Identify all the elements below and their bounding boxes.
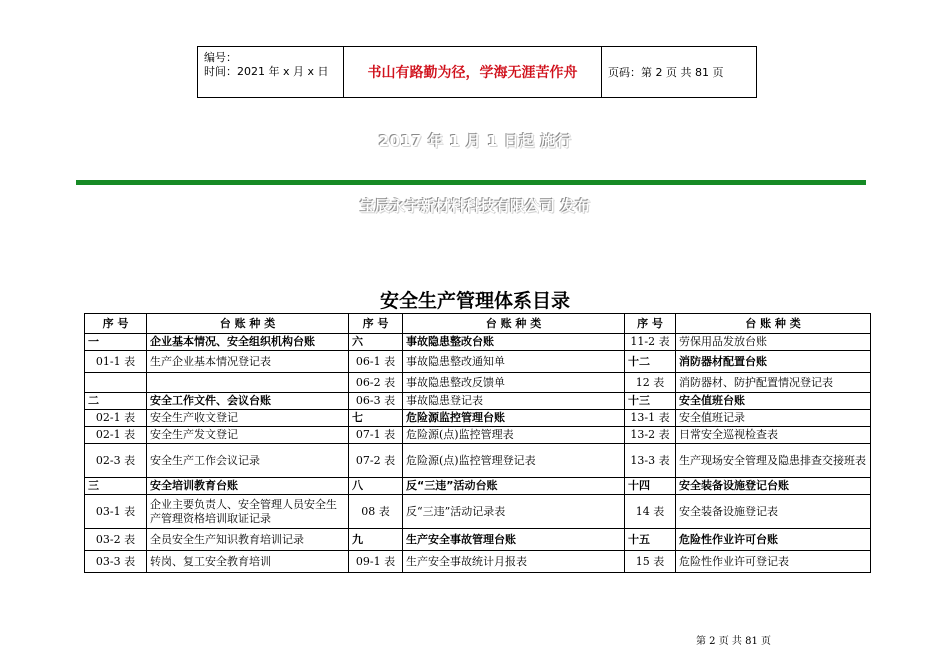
page-info: 页码：第 2 页 共 81 页 [608, 66, 724, 79]
table-cell-number: 八 [349, 478, 403, 495]
number-label: 编号： [204, 51, 237, 64]
table-cell-category: 安全工作文件、会议台账 [147, 393, 349, 410]
table-row [85, 495, 871, 529]
table-cell-category: 反“三违”活动台账 [403, 478, 625, 495]
header-cell: 序 号 [625, 314, 676, 334]
table-cell-category: 生产现场安全管理及隐患排查交接班表 [676, 444, 871, 478]
table-row [85, 478, 871, 495]
table-header-row [85, 314, 871, 334]
page-header-box [197, 46, 757, 98]
green-divider [76, 180, 866, 185]
table-cell-number: 07-2 表 [349, 444, 403, 478]
table-cell-category: 危险源(点)监控管理表 [403, 427, 625, 444]
table-cell-category: 企业基本情况、安全组织机构台账 [147, 334, 349, 351]
table-cell-number: 11-2 表 [625, 334, 676, 351]
table-cell-number: 13-2 表 [625, 427, 676, 444]
table-cell-category: 安全培训教育台账 [147, 478, 349, 495]
table-cell-category: 企业主要负责人、安全管理人员安全生产管理资格培训取证记录 [147, 495, 349, 529]
header-cell: 台 账 种 类 [676, 314, 871, 334]
table-cell-category: 安全生产工作会议记录 [147, 444, 349, 478]
table-cell-number: 三 [85, 478, 147, 495]
table-cell-number: 六 [349, 334, 403, 351]
document-title: 安全生产管理体系目录 [379, 290, 570, 312]
table-cell-category: 安全值班记录 [676, 410, 871, 427]
table-cell-number: 12 表 [625, 373, 676, 393]
table-cell-category: 安全生产发文登记 [147, 427, 349, 444]
table-cell-number: 07-1 表 [349, 427, 403, 444]
table-cell-number: 06-1 表 [349, 351, 403, 373]
table-cell-number: 09-1 表 [349, 551, 403, 573]
time-label: 时间：2021 年 x 月 x 日 [204, 65, 329, 78]
table-cell-number: 03-3 表 [85, 551, 147, 573]
table-cell-number: 十二 [625, 351, 676, 373]
table-cell-category: 生产安全事故管理台账 [403, 529, 625, 551]
table-cell-number: 九 [349, 529, 403, 551]
table-cell-category: 劳保用品发放台账 [676, 334, 871, 351]
table-row [85, 393, 871, 410]
catalog-body [85, 334, 871, 573]
table-cell-number: 15 表 [625, 551, 676, 573]
table-cell-category: 事故隐患登记表 [403, 393, 625, 410]
table-row [85, 373, 871, 393]
table-row [85, 410, 871, 427]
table-cell-number: 06-3 表 [349, 393, 403, 410]
table-cell-number: 14 表 [625, 495, 676, 529]
header-cell: 序 号 [85, 314, 147, 334]
table-cell-category: 安全装备设施登记台账 [676, 478, 871, 495]
table-row [85, 427, 871, 444]
table-cell-category: 反“三违”活动记录表 [403, 495, 625, 529]
table-cell-number: 十四 [625, 478, 676, 495]
table-cell-number: 06-2 表 [349, 373, 403, 393]
table-cell-number: 03-2 表 [85, 529, 147, 551]
table-row [85, 444, 871, 478]
table-cell-category: 安全值班台账 [676, 393, 871, 410]
table-cell-number: 十五 [625, 529, 676, 551]
table-cell-category: 消防器材配置台账 [676, 351, 871, 373]
table-cell-category: 危险源监控管理台账 [403, 410, 625, 427]
header-cell: 序 号 [349, 314, 403, 334]
table-cell-category: 转岗、复工安全教育培训 [147, 551, 349, 573]
table-cell-category: 安全生产收文登记 [147, 410, 349, 427]
table-cell-category: 生产企业基本情况登记表 [147, 351, 349, 373]
table-row [85, 334, 871, 351]
header-meta [198, 47, 344, 97]
effective-date: 2017 年 1 月 1 日起 施行 [378, 132, 572, 150]
catalog-table [84, 313, 871, 573]
publisher-line: 宝辰永宇新材料科技有限公司 发布 [359, 197, 591, 215]
table-cell-number: 02-1 表 [85, 427, 147, 444]
table-cell-category: 事故隐患整改反馈单 [403, 373, 625, 393]
table-cell-number: 02-3 表 [85, 444, 147, 478]
table-cell-category: 危险性作业许可台账 [676, 529, 871, 551]
table-cell-number [85, 373, 147, 393]
page-footer: 第 2 页 共 81 页 [696, 636, 771, 647]
table-cell-category: 危险性作业许可登记表 [676, 551, 871, 573]
table-row [85, 351, 871, 373]
table-row [85, 551, 871, 573]
table-cell-category: 安全装备设施登记表 [676, 495, 871, 529]
table-cell-category: 全员安全生产知识教育培训记录 [147, 529, 349, 551]
table-cell-number: 13-1 表 [625, 410, 676, 427]
table-cell-number: 十三 [625, 393, 676, 410]
table-cell-category: 消防器材、防护配置情况登记表 [676, 373, 871, 393]
table-cell-category: 事故隐患整改台账 [403, 334, 625, 351]
table-cell-number: 一 [85, 334, 147, 351]
table-cell-number: 01-1 表 [85, 351, 147, 373]
table-row [85, 529, 871, 551]
table-cell-category: 日常安全巡视检查表 [676, 427, 871, 444]
table-cell-number: 08 表 [349, 495, 403, 529]
header-cell: 台 账 种 类 [147, 314, 349, 334]
header-cell: 台 账 种 类 [403, 314, 625, 334]
table-cell-number: 七 [349, 410, 403, 427]
table-cell-number: 03-1 表 [85, 495, 147, 529]
table-cell-number: 02-1 表 [85, 410, 147, 427]
table-cell-number: 13-3 表 [625, 444, 676, 478]
motto: 书山有路勤为径，学海无涯苦作舟 [344, 47, 602, 97]
table-cell-category: 事故隐患整改通知单 [403, 351, 625, 373]
table-cell-category: 生产安全事故统计月报表 [403, 551, 625, 573]
table-cell-category: 危险源(点)监控管理登记表 [403, 444, 625, 478]
table-cell-number: 二 [85, 393, 147, 410]
table-cell-category [147, 373, 349, 393]
